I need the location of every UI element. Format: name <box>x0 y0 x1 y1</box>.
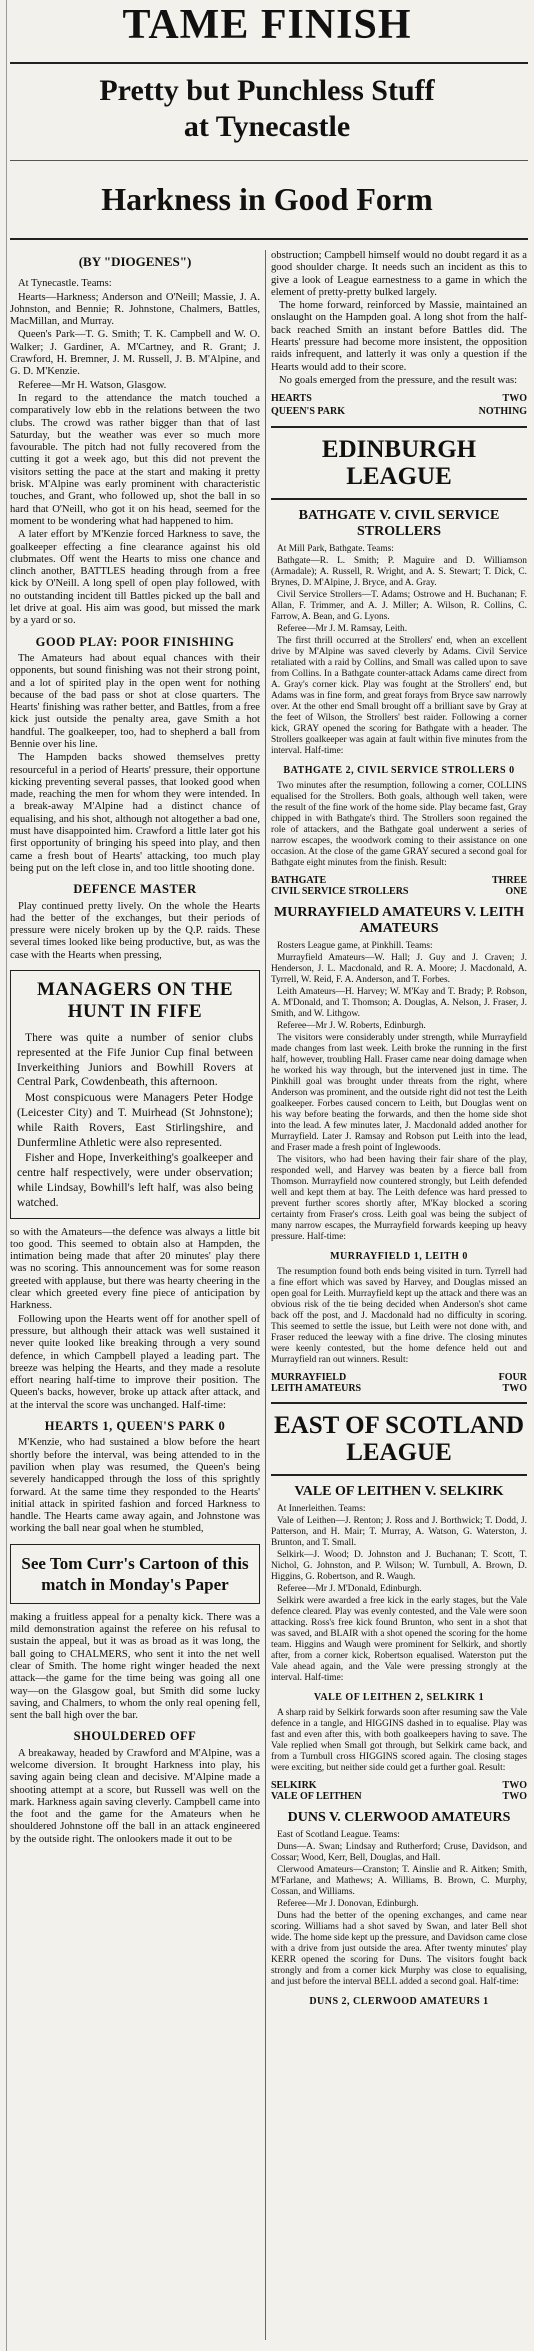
team-name: HEARTS <box>271 393 312 405</box>
result-row <box>271 886 527 897</box>
venue-line: At Mill Park, Bathgate. Teams: <box>277 543 394 554</box>
page-edge <box>0 0 7 2351</box>
team-name: CIVIL SERVICE STROLLERS <box>271 885 409 897</box>
half-time-score: BATHGATE 2, CIVIL SERVICE STROLLERS 0 <box>283 764 515 776</box>
divider <box>10 62 528 64</box>
team-name: BATHGATE <box>271 874 327 886</box>
paragraph: There was quite a number of senior clubs represented at the Fife Junior Cup final between Inverkeithing Juniors and Bowhill Rovers at Central Park, Cowdenbeath, this afternoon. <box>17 1031 253 1089</box>
subheadline-1: Pretty but Punchless Stuff <box>99 74 435 107</box>
result-row <box>271 1383 527 1394</box>
team-score: TWO <box>502 1790 527 1802</box>
paragraph: so with the Amateurs—the defence was always a little bit too good. This seemed to obtain also at Hampden, the intimation being made that after 20 minutes' play there was no scoring. This announcement was for some reason greeted with applause, but there was hearty cheering in the clear which greeted every fine piece of anticipation by Harkness. <box>10 1226 260 1312</box>
paragraph: No goals emerged from the pressure, and the result was: <box>279 374 518 386</box>
half-time-score: VALE OF LEITHEN 2, SELKIRK 1 <box>313 1691 485 1703</box>
left-column <box>10 250 260 2340</box>
right-column <box>271 250 527 2340</box>
team-score: FOUR <box>498 1371 527 1383</box>
team-score: THREE <box>491 874 527 886</box>
team-name: QUEEN'S PARK <box>271 405 345 417</box>
paragraph: In regard to the attendance the match touched a comparatively low ebb in the relations between the two clubs. The crowd was rather bigger than that of last Saturday, but the weather was ever so much more favourable. The pitch had not fully recovered from the cutting it got a week ago, but this did not prevent the visitors setting the pace at the start and making it pretty brisk. M'Alpine was early prominent with characteristic touches, and Grant, who followed up, shot the ball in so hard that O'Neill, who got it on his head, seemed for the moment to be wondering what had happened to him. <box>10 392 260 527</box>
team-name: MURRAYFIELD <box>271 1371 347 1383</box>
paragraph: The home forward, reinforced by Massie, maintained an onslaught on the Hampden goal. A long shot from the half-back reached Smith an instant before Battles did. The Hearts' pressure had become more insistent, the opposition raids infrequent, and latterly it was only a question if the Hearts would add to their score. <box>271 300 527 373</box>
referee-line: Referee—Mr J. W. Roberts, Edinburgh. <box>277 1020 426 1031</box>
venue-line: East of Scotland League. Teams: <box>277 1829 400 1840</box>
result-row <box>271 393 527 405</box>
team-list: Murrayfield Amateurs—W. Hall; J. Guy and J. Craven; J. Henderson, J. L. Macdonald, and R. A. Moore; J. Macdonald, A. Tyrrell, W. Reid, F. A. Anderson, and T. Forbes. <box>271 952 527 985</box>
result-block <box>271 1780 527 1802</box>
match-heading: DUNS V. CLERWOOD AMATEURS <box>287 1809 511 1825</box>
managers-boxed-article <box>10 970 260 1219</box>
referee-line: Referee—Mr J. Donovan, Edinburgh. <box>277 1898 419 1909</box>
team-list: Queen's Park—T. G. Smith; T. K. Campbell and W. O. Walker; J. Gardiner, A. M'Cartney, and R. Grant; J. Crawford, H. Bremner, J. M. Russell, J. B. M'Alpine, and G. D. M'Kenzie. <box>10 329 260 378</box>
result-row <box>271 406 527 418</box>
paragraph: Two minutes after the resumption, following a corner, COLLINS equalised for the Strollers. Both goals, although well taken, were the result of the fine work of the home side. Play became fast, Gray chipped in with Bathgate's third. The Strollers soon regained the role of attackers, and the Bathgate goal underwent a series of narrow escapes, the woodwork coming to their assistance on one occasion. At the close of the game GRAY secured a second goal for Bathgate eight minutes from the finish. Result: <box>271 780 527 868</box>
match-heading: MURRAYFIELD AMATEURS V. LEITH AMATEURS <box>274 904 524 936</box>
paragraph: A later effort by M'Kenzie forced Harkness to save, the goalkeeper effecting a fine clearance against his old clubmates. Off went the Hearts to miss one chance and clinch another, BATTLES heading through from a free kick by O'Neill. A long spell of open play followed, with no outstanding incident till Battles picked up the ball and let drive at goal. His aim was good, but missed the mark by a yard or so. <box>10 529 260 627</box>
paragraph: Play continued pretty lively. On the whole the Hearts had the better of the exchanges, but their periods of pressure were nicely broken up by the Q.P. raids. These several times looked like being productive, but, as was the case with the Hearts when pressing, <box>10 900 260 961</box>
team-list: Duns—A. Swan; Lindsay and Rutherford; Cruse, Davidson, and Cossar; Wood, Kerr, Bell, Douglas, and Hall. <box>271 1841 527 1863</box>
divider <box>10 238 528 240</box>
column-divider <box>265 250 266 2340</box>
result-block <box>271 875 527 897</box>
match-heading: VALE OF LEITHEN V. SELKIRK <box>294 1483 504 1499</box>
subheadline-2: at Tynecastle <box>183 110 351 143</box>
team-list: Selkirk—J. Wood; D. Johnston and J. Buchanan; T. Scott, T. Nichol, G. Johnston, and P. Wilson; W. Turnbull, A. Brown, D. Higgins, G. Robertson, and R. Waugh. <box>271 1549 527 1582</box>
paragraph: A sharp raid by Selkirk forwards soon after resuming saw the Vale defence in a tangle, and HIGGINS dashed in to equalise. Play was fast and even after this, with both goalkeepers having to save. The Vale replied when Small got through, but Selkirk came back, and from a Turnbull cross HIGGINS scored again. The closing stages were exciting, but neither side could get a further goal. Result: <box>271 1707 527 1773</box>
team-name: SELKIRK <box>271 1779 317 1791</box>
team-list: Vale of Leithen—J. Renton; J. Ross and J. Borthwick; T. Dodd, J. Patterson, and H. Mair; T. Murray, A. Watson, G. Waterston, J. Brunton, and T. Small. <box>271 1515 527 1548</box>
paragraph: The visitors were considerably under strength, while Murrayfield made changes from last week. Leith broke the running in the first half, however, troubling Hall. Fraser came near doing damage when he worked his way through, but the intervened just in time. The Pinkhill goal was brought under threats from the right, where Anderson was prominent, and the outside right did not test the Leith goalkeeper. Forbes caused concern to Leith, but Douglas went on his way before beating the forwards, and then the home side shot into the lead. A few minutes later, J. Macdonald added another for Murrayfield. Later J. Ramsay and Robson put Leith into the lead, and Fraser made a fresh point of Inglewoods. <box>271 1032 527 1153</box>
result-block <box>271 1372 527 1394</box>
match-heading: BATHGATE V. CIVIL SERVICE STROLLERS <box>298 507 500 539</box>
team-score: ONE <box>505 885 527 897</box>
box-body <box>17 1031 253 1211</box>
crosshead: SHOULDERED OFF <box>73 1729 197 1744</box>
paragraph: A breakaway, headed by Crawford and M'Alpine, was a welcome diversion. It brought Harkness into play, his saving again being clean and decisive. M'Alpine made a shooting attempt at a score, but Russell was well on the mark. Harkness again saving cleverly. Campbell came into the foot and the game for the Amateurs when he shouldered Johnstone off the ball in an attack engineered by the outside right. The onlookers made it out to be <box>10 1747 260 1845</box>
crosshead: DEFENCE MASTER <box>73 882 197 897</box>
team-list: Bathgate—R. L. Smith; P. Maguire and D. Williamson (Armadale); A. Russell, R. Wright, and A. S. Stewart; T. Dick, C. Brynes, D. M'Alpine, J. Bryce, and A. Gray. <box>271 555 527 588</box>
team-name: VALE OF LEITHEN <box>271 1790 362 1802</box>
half-time-score: DUNS 2, CLERWOOD AMATEURS 1 <box>309 1995 489 2007</box>
team-name: LEITH AMATEURS <box>271 1382 362 1394</box>
section-heading: EDINBURGH LEAGUE <box>271 426 527 500</box>
referee-line: Referee—Mr J. M. Ramsay, Leith. <box>277 623 408 634</box>
subheadline-3: Harkness in Good Form <box>101 181 433 217</box>
result-row <box>271 875 527 886</box>
cartoon-notice: See Tom Curr's Cartoon of this match in Monday's Paper <box>10 1544 260 1604</box>
half-time-score: MURRAYFIELD 1, LEITH 0 <box>330 1250 468 1262</box>
paragraph: At Tynecastle. Teams: <box>18 278 112 290</box>
team-score: TWO <box>502 393 527 405</box>
referee-line: Referee—Mr J. M'Donald, Edinburgh. <box>277 1583 422 1594</box>
team-score: TWO <box>502 1779 527 1791</box>
result-row <box>271 1791 527 1802</box>
paragraph: The first thrill occurred at the Strollers' end, when an excellent drive by M'Alpine was saved cleverly by Adams. Civil Service retaliated with a raid by Collins, and Small was called upon to save from Collins. In a Bathgate counter-attack Adams came direct from A. Gray's corner kick. Play was fought at the Strollers' end, but Adams was in fine form, and great forays from Bryce saw narrowly over. At the other end Small brought off a brilliant save by Gray at the feet of Wilson, the Strollers' best raider. Following a corner kick, GRAY opened the scoring for Bathgate with a header. The Strollers goalkeeper was again at fault within five minutes from the interval. Half-time: <box>271 635 527 756</box>
result-row <box>271 1372 527 1383</box>
team-list: Civil Service Strollers—T. Adams; Ostrowe and H. Buchanan; F. Allan, F. Trimmer, and A. J. Miller; A. Wilson, R. Collins, C. Farrow, A. Bean, and G. Lyons. <box>271 589 527 622</box>
paragraph: The Hampden backs showed themselves pretty resourceful in a period of Hearts' pressure, their opportune kicking preventing several passes, that looked good when made, reaching the men for whom they were intended. In a break-away M'Alpine had a distinct chance of equalising, and his shot, although not altogether a bad one, must have disappointed him. Crawford a little later got his first opportunity of bringing his speed into play, and then came a fresh bout of Hearts' attacking, too much play being put on the left close in, and too little shooting done. <box>10 752 260 874</box>
paragraph: obstruction; Campbell himself would no doubt regard it as a good shoulder charge. It needs such an incident as this to give a look of League earnestness to a game in which the element of pretty-pretty bulked largely. <box>271 250 527 298</box>
paragraph: Selkirk were awarded a free kick in the early stages, but the Vale defence cleared. Play was evenly contested, and the Vale were soon attacking. Ross's free kick found Brunton, who sent in a shot that was saved, and BLAIR with a shot opened the scoring for the home team. Higgins and Waugh were prominent for Selkirk, and shortly after, from a corner kick, Robertson equalised. Waterston put the Vale ahead again, and the Vale were pressing strongly at the interval. Half-time: <box>271 1595 527 1683</box>
team-score: TWO <box>502 1382 527 1394</box>
paragraph: The resumption found both ends being visited in turn. Tyrrell had a fine effort which was saved by Harvey, and Douglas missed an open goal for Leith. Murrayfield kept up the attack and there was an obvious risk of the tie being decided when Anderson's shot came back off the post, and J. Macdonald had no difficulty in scoring. This seemed to settle the issue, but Leith were not done with, and Fraser reduced the leeway with a fine drive. The closing minutes were keenly contested, but the home defence held out and Murrayfield ran out winners. Result: <box>271 1266 527 1365</box>
venue-line: Rosters League game, at Pinkhill. Teams: <box>277 940 433 951</box>
paragraph: Following upon the Hearts went off for another spell of pressure, but although their attack was well sustained it never quite looked like breaking through a very sound defence, in which Campbell played a leading part. The breeze was helping the Hearts, and they made a resolute effort nearing half-time to improve their position. The Queen's backs, however, broke up attack after attack, and at the interval the score was unchanged. Half-time: <box>10 1313 260 1411</box>
referee-line: Referee—Mr H. Watson, Glasgow. <box>18 379 167 391</box>
box-headline: MANAGERS ON THE HUNT IN FIFE <box>36 979 234 1023</box>
paragraph: M'Kenzie, who had sustained a blow before the heart shortly before the interval, was being attended to in the pavilion when play was resumed, the Queen's being severely handicapped through the loss of this sprightly forward. At the same time they responded to the Hearts' initial attack in spirited fashion and forced Harkness to handle. The Hearts came away again, and Johnstone was working the ball near goal when he stumbled, <box>10 1437 260 1535</box>
paragraph: Most conspicuous were Managers Peter Hodge (Leicester City) and T. Muirhead (St Johnstone); while Raith Rovers, East Stirlingshire, and Dunfermline Athletic were also represented. <box>17 1091 253 1149</box>
section-heading: EAST OF SCOTLAND LEAGUE <box>271 1402 527 1476</box>
paragraph: The visitors, who had been having their fair share of the play, responded well, and Harvey was beaten by a fierce ball from Thomson. Murrayfield now countered strongly, but Leith defended well and kept them at bay. The Leith defence was hard pressed to prevent further scores shortly after, M'Kay blocked a scoring certainty from Fraser's cross. Leith goal was being the subject of many narrow escapes, the Murrayfield forwards keeping up heavy pressure. Half-time: <box>271 1154 527 1242</box>
paragraph: making a fruitless appeal for a penalty kick. There was a mild demonstration against the referee on his refusal to sustain the appeal, but it was as broad as it was long, the ball going to CHALMERS, who sent it into the net well clear of Smith. The home right winger headed the next attack—the game for the time being was going all one way—on the Glasgow goal, but Smith did some lucky saving, and Chalmers, to whom the only real opening fell, sent the ball high over the bar. <box>10 1611 260 1722</box>
match-report <box>271 1484 527 2007</box>
crosshead: GOOD PLAY: POOR FINISHING <box>35 634 235 649</box>
paragraph: The Amateurs had about equal chances with their opponents, but sound finishing was not their strong point, and a lot of spirited play in the open went for nothing because of the bad pass or shot at close quarters. The Hearts' finishing was rather better, and Battles, from a free kick just outside the penalty area, gave Smith a hot handful. The goalkeeper, too, had to shepherd a ball from Bennie over his line. <box>10 652 260 750</box>
team-list: Clerwood Amateurs—Cranston; T. Ainslie and R. Aitken; Smith, M'Farlane, and Mathews; A. Williams, B. Brown, C. Murphy, Cossan, and Williams. <box>271 1864 527 1897</box>
paragraph: Duns had the better of the opening exchanges, and came near scoring. Williams had a shot saved by Swan, and later Bell shot wide. The home side kept up the pressure, and Davidson came close with a drive from just outside the area. After twenty minutes' play KERR opened the scoring for Duns. The visitors fought back strongly and from a corner kick Murphy was close to equalising, and just before the interval BELL added a second goal. Half-time: <box>271 1910 527 1987</box>
venue-line: At Innerleithen. Teams: <box>277 1503 366 1514</box>
result-block <box>271 393 527 418</box>
team-list: Leith Amateurs—H. Harvey; W. M'Kay and T. Brady; P. Robson, A. M'Donald, and T. Thomson; A. Douglas, A. Nelson, J. Fraser, J. Smith, and W. Lithgow. <box>271 986 527 1019</box>
team-list: Hearts—Harkness; Anderson and O'Neill; Massie, J. A. Johnston, and Bennie; R. Johnstone, Chalmers, Battles, MacMillan, and Murray. <box>10 291 260 328</box>
result-row <box>271 1780 527 1791</box>
half-time-score: HEARTS 1, QUEEN'S PARK 0 <box>44 1419 226 1434</box>
paragraph: Fisher and Hope, Inverkeithing's goalkeeper and centre half respectively, were under observation; while Lindsay, Bowhill's left half, was also being watched. <box>17 1151 253 1209</box>
byline: (BY "DIOGENES") <box>78 254 192 269</box>
main-headline: TAME FINISH <box>122 2 412 48</box>
match-report <box>271 508 527 1394</box>
team-score: NOTHING <box>478 405 527 417</box>
divider <box>10 160 528 161</box>
